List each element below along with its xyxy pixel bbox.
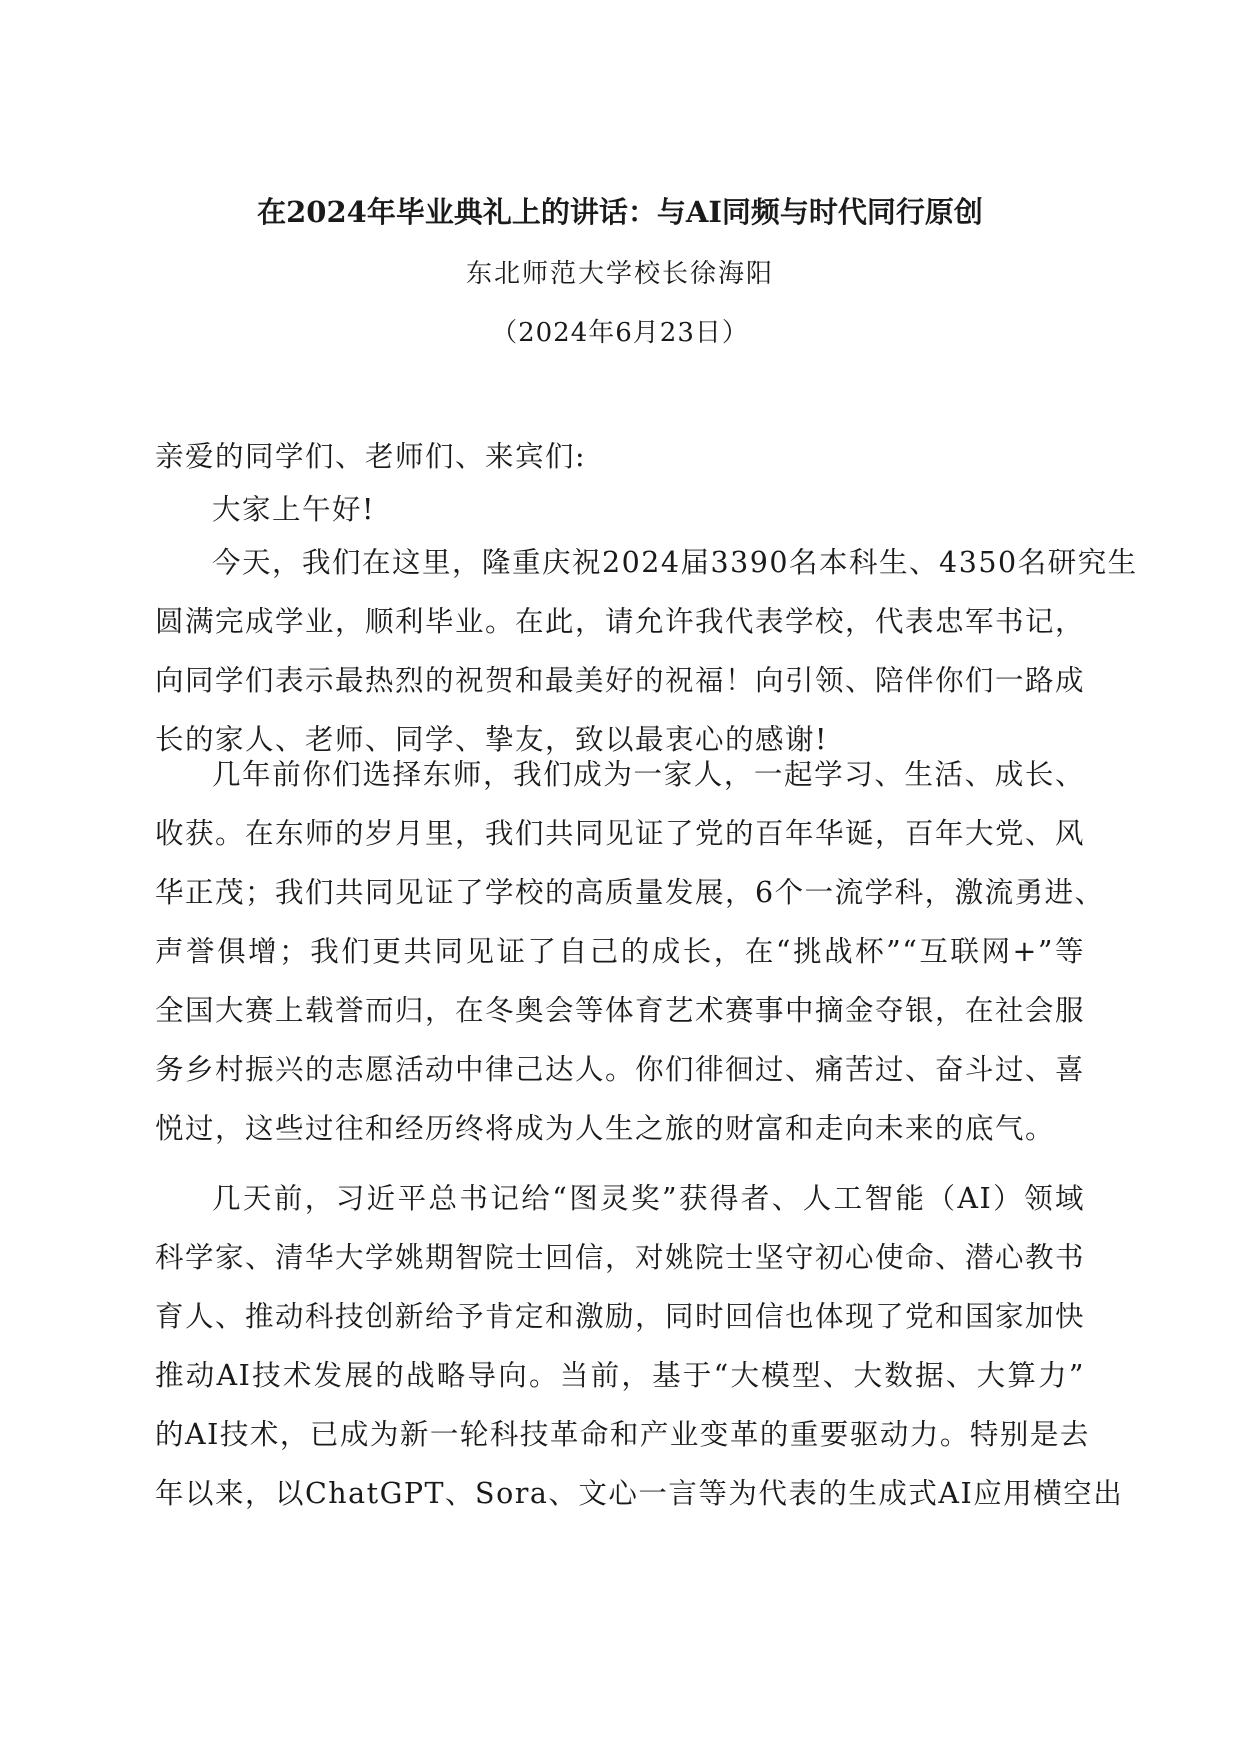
paragraph-line: 的AI技术，已成为新一轮科技革命和产业变革的重要驱动力。特别是去 (155, 1418, 1090, 1451)
paragraph-line: 几年前你们选择东师，我们成为一家人，一起学习、生活、成长、 (212, 758, 1085, 791)
paragraph-line: 育人、推动科技创新给予肯定和激励，同时回信也体现了党和国家加快 (155, 1300, 1086, 1333)
paragraph-line: 声誉俱增；我们更共同见证了自己的成长，在“挑战杯”“互联网+”等 (155, 935, 1085, 968)
paragraph-line: 全国大赛上载誉而归，在冬奥会等体育艺术赛事中摘金夺银，在社会服 (155, 994, 1086, 1027)
paragraph-line: 悦过，这些过往和经历终将成为人生之旅的财富和走向未来的底气。 (155, 1112, 1056, 1145)
paragraph-line: 华正茂；我们共同见证了学校的高质量发展，6个一流学科，激流勇进、 (155, 876, 1105, 909)
salutation: 亲爱的同学们、老师们、来宾们: (155, 440, 587, 473)
document-author: 东北师范大学校长徐海阳 (465, 259, 774, 289)
paragraph-line: 今天，我们在这里，隆重庆祝2024届3390名本科生、4350名研究生 (212, 546, 1138, 579)
paragraph-line: 几天前，习近平总书记给“图灵奖”获得者、人工智能（AI）领域 (212, 1182, 1085, 1215)
paragraph-line: 推动AI技术发展的战略导向。当前，基于“大模型、大数据、大算力” (155, 1359, 1085, 1392)
paragraph-line: 收获。在东师的岁月里，我们共同见证了党的百年华诞，百年大党、风 (155, 817, 1086, 850)
paragraph-3 (155, 1172, 1124, 1526)
paragraph-line: 向同学们表示最热烈的祝贺和最美好的祝福！向引领、陪伴你们一路成 (155, 664, 1086, 697)
paragraph-2 (155, 748, 1105, 1161)
paragraph-line: 务乡村振兴的志愿活动中律己达人。你们徘徊过、痛苦过、奋斗过、喜 (155, 1053, 1086, 1086)
paragraph-line: 科学家、清华大学姚期智院士回信，对姚院士坚守初心使命、潜心教书 (155, 1241, 1086, 1274)
paragraph-line: 长的家人、老师、同学、挚友，致以最衷心的感谢! (155, 723, 828, 756)
document-title: 在2024年毕业典礼上的讲话：与AI同频与时代同行原创 (257, 195, 983, 229)
paragraph-line: 圆满完成学业，顺利毕业。在此，请允许我代表学校，代表忠军书记， (155, 605, 1086, 638)
paragraph-1 (155, 536, 1138, 772)
document-date: （2024年6月23日） (491, 318, 749, 348)
greeting: 大家上午好! (212, 493, 375, 526)
paragraph-line: 年以来，以ChatGPT、Sora、文心一言等为代表的生成式AI应用横空出 (155, 1477, 1124, 1510)
